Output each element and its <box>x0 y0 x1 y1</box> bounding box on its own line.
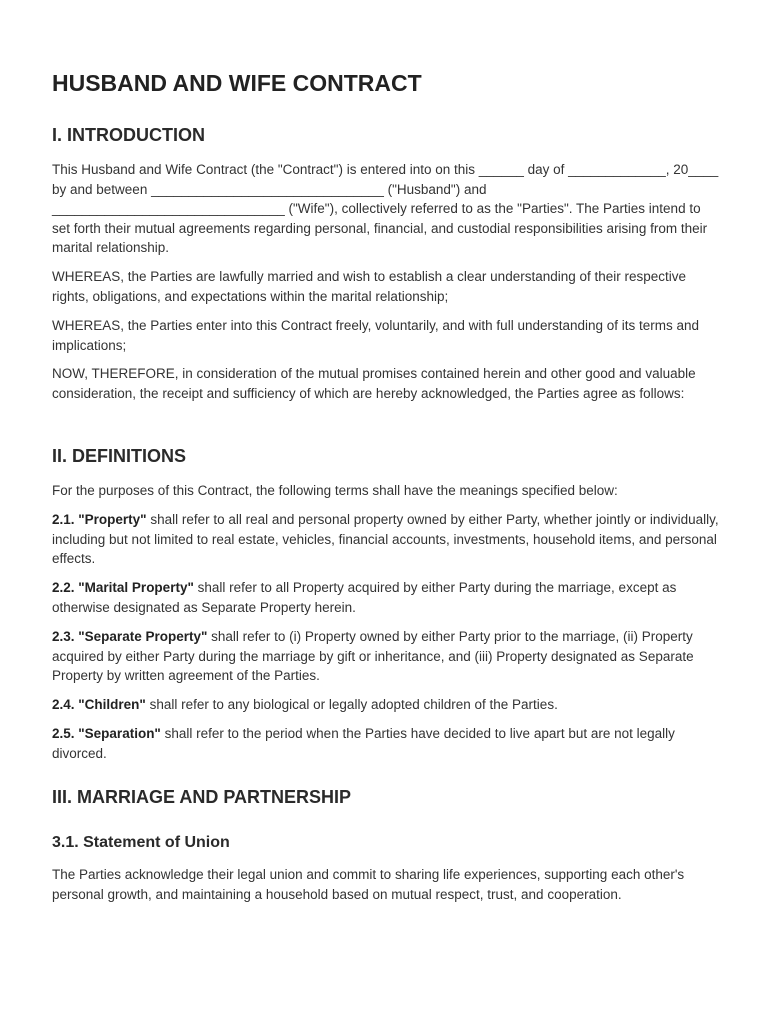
section-heading-introduction: I. INTRODUCTION <box>52 125 205 145</box>
definition-term: 2.1. "Property" <box>52 512 147 527</box>
intro-paragraph-2: WHEREAS, the Parties are lawfully married and wish to establish a clear understanding of their respective rights, obligations, and expectations within the marital relationship; <box>52 269 687 304</box>
document-title: HUSBAND AND WIFE CONTRACT <box>52 70 422 96</box>
definition-marital-property <box>52 578 720 617</box>
section-heading-definitions: II. DEFINITIONS <box>52 446 187 466</box>
definition-term: 2.3. "Separate Property" <box>52 629 208 644</box>
intro-paragraph-1: This Husband and Wife Contract (the "Contract") is entered into on this ______ day of _____________, 20____ by and between _______________________________ ("Husband") and _______________________________ ("Wife"), collectively referred to as the "Parties". The Parties intend to set forth their mutual agreements regarding personal, financial, and custodial responsibilities arising from their marital relationship. <box>52 162 719 256</box>
intro-paragraph-4: NOW, THEREFORE, in consideration of the mutual promises contained herein and other good and valuable consideration, the receipt and sufficiency of which are hereby acknowledged, the Parties agree as follows: <box>52 366 696 401</box>
definition-term: 2.2. "Marital Property" <box>52 580 194 595</box>
section-heading-marriage: III. MARRIAGE AND PARTNERSHIP <box>52 787 352 807</box>
definition-separation <box>52 724 720 763</box>
definition-text: shall refer to (i) Property owned by either Party prior to the marriage, (ii) Property acquired by either Party during the marriage by gift or inheritance, and (iii) Property designated as Separate Property by written agreement of the Parties. <box>52 629 694 684</box>
definition-text: shall refer to all Property acquired by either Party during the marriage, except as otherwise designated as Separate Property herein. <box>52 580 677 615</box>
definition-text: shall refer to all real and personal property owned by either Party, whether jointly or individually, including but not limited to real estate, vehicles, financial accounts, investments, household items, and personal effects. <box>52 512 719 567</box>
definition-text: shall refer to any biological or legally adopted children of the Parties. <box>145 697 558 712</box>
definition-property <box>52 510 720 569</box>
marriage-paragraph-1: The Parties acknowledge their legal union and commit to sharing life experiences, supporting each other's personal growth, and maintaining a household based on mutual respect, trust, and cooperation. <box>52 867 685 902</box>
definition-children <box>52 695 720 715</box>
definition-term: 2.4. "Children" <box>52 697 146 712</box>
subheading-statement-of-union: 3.1. Statement of Union <box>52 834 230 851</box>
definition-separate-property <box>52 627 720 686</box>
definition-term: 2.5. "Separation" <box>52 726 161 741</box>
definition-text: shall refer to the period when the Parties have decided to live apart but are not legally divorced. <box>52 726 675 761</box>
definitions-intro: For the purposes of this Contract, the following terms shall have the meanings specified below: <box>52 483 618 498</box>
intro-paragraph-3: WHEREAS, the Parties enter into this Contract freely, voluntarily, and with full understanding of its terms and implications; <box>52 318 700 353</box>
